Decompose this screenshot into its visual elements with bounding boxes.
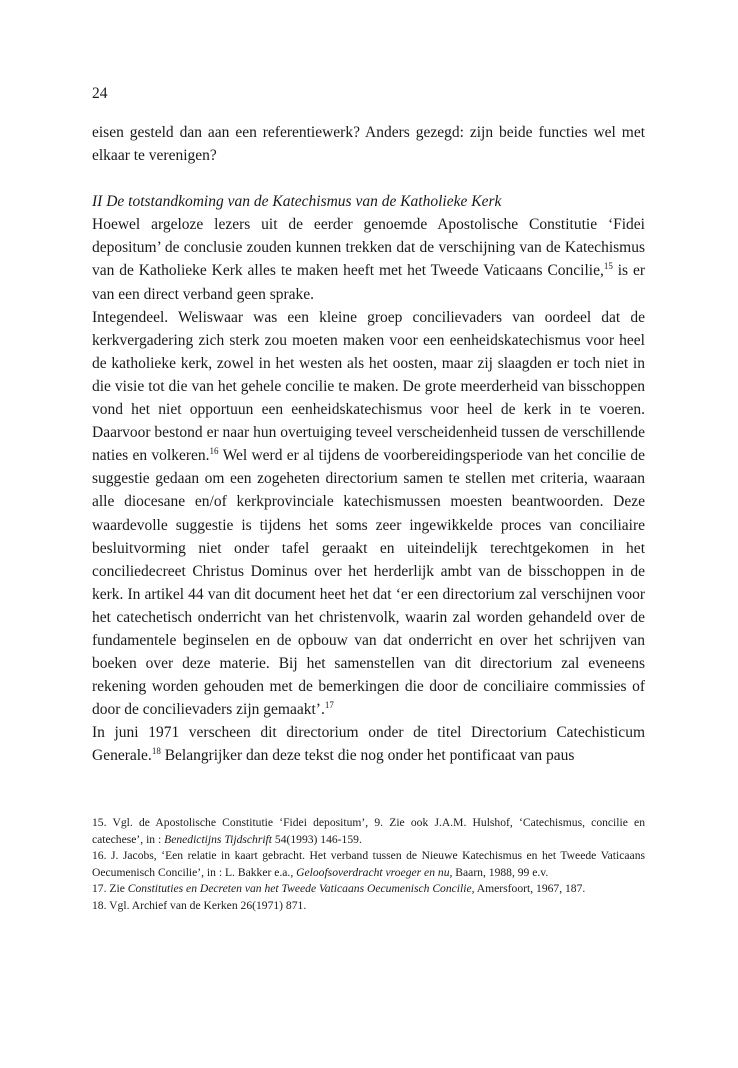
section-heading: II De totstandkoming van de Katechismus van de Katholieke Kerk [92,193,502,211]
footnote-ref-18: 18 [151,746,161,757]
paragraph-2 [92,306,645,722]
paragraph-3 [92,721,645,767]
footnote-17-text: 17. Zie [92,882,128,896]
paragraph-3-tail: Belangrijker dan deze tekst die nog onder het pontificaat van paus [160,747,575,765]
footnote-17 [92,881,645,898]
footnote-16-tail: Baarn, 1988, 99 e.v. [452,865,549,879]
footnote-15-tail: 54(1993) 146-159. [272,832,362,846]
footnote-15-title: Benedictijns Tijdschrift [164,832,272,846]
footnote-16-title: Geloofsoverdracht vroeger en nu, [296,865,453,879]
footnote-ref-16: 16 [209,446,219,457]
paragraph-1-text: Hoewel argeloze lezers uit de eerder genoemde Apostolische Constitutie ‘Fidei depositum’ de conclusie zouden kunnen trekken dat de verschijning van de Katechismus van de Katholieke Kerk alles te maken heeft met het Tweede Vaticaans Concilie, [92,216,645,280]
footnote-16-text: 16. J. Jacobs, ‘Een relatie in kaart gebracht. Het verband tussen de Nieuwe Katechismus en het Tweede Vaticaans Oecumenisch Concilie’, in : L. Bakker e.a., [92,849,645,879]
paragraph-3-text: In juni 1971 verscheen dit directorium onder de titel Directorium Catechisticum Generale. [92,724,645,765]
footnotes [92,815,645,915]
footnote-17-tail: Amersfoort, 1967, 187. [474,882,586,896]
footnote-17-title: Constituties en Decreten van het Tweede Vaticaans Oecumenisch Concilie, [127,882,475,896]
footnote-ref-17: 17 [324,700,334,711]
opening-paragraph: eisen gesteld dan aan een referentiewerk? Anders gezegd: zijn beide functies wel met elkaar te verenigen? [92,124,645,165]
paragraph-2-text: Integendeel. Weliswaar was een kleine groep concilievaders van oordeel dat de kerkvergadering zich sterk zou moeten maken voor een eenheidskatechismus voor heel de katholieke kerk, zowel in het westen als het oosten, maar zij slaagden er toch niet in die visie tot die van het gehele concilie te maken. De grote meerderheid van bisschoppen vond het niet opportuun een eenheidskatechismus voor heel de kerk in te voeren. Daarvoor bestond er naar hun overtuiging teveel verscheidenheid tussen de verschillende naties en volkeren. [92,308,645,465]
footnote-15 [92,815,645,848]
paragraph-1-tail: is er van een direct verband geen sprake. [92,262,645,303]
footnote-18: 18. Vgl. Archief van de Kerken 26(1971) 871. [92,898,307,912]
main-text [92,121,645,768]
footnote-ref-15: 15 [603,261,613,272]
paragraph-gap [92,167,645,190]
paragraph-1 [92,213,645,305]
footnote-16 [92,848,645,881]
page-number: 24 [92,85,108,102]
paragraph-2-tail: Wel werd er al tijdens de voorbereidingsperiode van het concilie de suggestie gedaan om een zogeheten directorium samen te stellen met criteria, waaraan alle diocesane en/of kerkprovinciale katechismussen moesten beantwoorden. Deze waardevolle suggestie is tijdens het soms zeer ingewikkelde proces van conciliaire besluitvorming niet onder tafel geraakt en uiteindelijk terechtgekomen in het conciliedecreet Christus Dominus over het herderlijk ambt van de bisschoppen in de kerk. In artikel 44 van dit document heet het dat ‘er een directorium zal verschijnen voor het catechetisch onderricht van het christenvolk, waarin zal worden gehandeld over de fundamentele beginselen en de opbouw van dat onderricht en over het schrijven van boeken over deze materie. Bij het samenstellen van dit directorium zal eveneens rekening worden gehouden met de bemerkingen die door de conciliaire commissies of door de concilievaders zijn gemaakt’. [92,447,645,719]
footnote-15-text: 15. Vgl. de Apostolische Constitutie ‘Fidei depositum’, 9. Zie ook J.A.M. Hulshof, ‘Catechismus, concilie en catechese’, in : [92,816,645,846]
